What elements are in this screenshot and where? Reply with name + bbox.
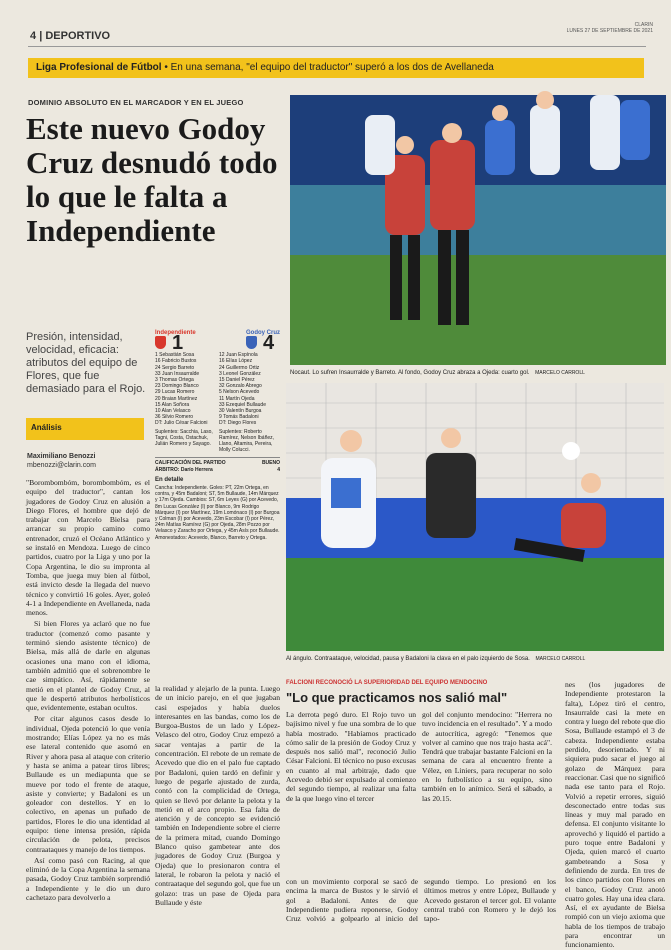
rating-value: BUENO (261, 460, 280, 467)
analysis-tag (26, 418, 144, 440)
kicker: DOMINIO ABSOLUTO EN EL MARCADOR Y EN EL JUEGO (28, 98, 244, 107)
home-team (155, 330, 196, 354)
home-score: 1 (172, 331, 184, 354)
independiente-crest-icon (155, 336, 166, 349)
coach: DT: Julio César Falcioni (155, 420, 208, 427)
rating-row (155, 457, 280, 466)
player: 11 Martín Ojeda (219, 395, 255, 402)
article-column-2: la realidad y alejarlo de la punta. Luego de un inicio parejo, en el que jugaban casi espejados y había duelos interesantes en las bandas, como los de Burgoa-Bustos de un lado y López-Velasco del otro, Godoy Cruz empezó a sacar ventajas a partir de la concentración. El rebote de un remate de Acevedo que dio en el palo fue captado por Badaloni, quien tardó en definir y luego de pegarle ajustado de zurda, contó con la complicidad de Ortega, quien se llevó por delante la pelota y la metió en el arco propio. Esa falta de atención y de concepto se evidenció también en Independiente sobre el cierre de la primera mitad, cuando Domingo Blanco quiso gambetear ante dos jugadores de Godoy Cruz (Burgoa y Ojeda) que lo presionaron contra el lateral, le robaron la pelota y nació el contraataque del segundo gol, que fue un golazo: tras un pase de Ojeda para Bullaude y éste (155, 684, 280, 907)
player: 23 Domingo Blanco (155, 383, 199, 390)
dateline (567, 22, 653, 34)
player: 33 Ezequiel Bullaude (219, 401, 266, 408)
page-number: 4 (30, 30, 37, 42)
player: 15 Daniel Pérez (219, 377, 255, 384)
paragraph: Si bien Flores ya aclaró que no fue traductor (comenzó como pasante y terminó siendo asistente técnico) de Bielsa, más allá de darle en algunas ocasiones una mano con el idioma, también admitió que el sobrenombre le cae simpático. Así, rápidamente se metió en el plantel de Godoy Cruz, al que le despertó atributos herbolísticos que, evidentemente, estaban ocultos. (26, 619, 150, 713)
headline: Este nuevo Godoy Cruz desnudó todo lo que le falta a Independiente (26, 111, 278, 248)
analysis-label: Análisis (31, 423, 62, 432)
banner-subtitle: • En una semana, "el equipo del traductor" superó a los dos de Avellaneda (164, 62, 494, 73)
lineups (155, 352, 280, 453)
deck: Presión, intensidad, velocidad, eficacia: atributos del equipo de Flores, que fue demasiado para el Rojo. (26, 331, 146, 395)
player: 36 Silvio Romero (155, 414, 194, 421)
player: 1 Sebastián Sosa (155, 352, 195, 359)
player: 12 Juan Espínola (219, 352, 258, 359)
scoreboard (155, 330, 280, 354)
paragraph: Así como pasó con Racing, al que eliminó de la Copa Argentina la semana pasada, Godoy Cruz también sorprendió a Independiente y le dio un duro cachetazo para devolverlo a (26, 855, 150, 903)
player: 16 Fabricio Bustos (155, 358, 197, 365)
referee: ÁRBITRO: Darío Herrera (155, 466, 213, 473)
away-score: 4 (263, 331, 275, 354)
header-rule (28, 46, 646, 47)
photo-credit: MARCELO CARROLL (535, 370, 585, 376)
section-banner (28, 58, 644, 78)
sidebar-box (286, 680, 556, 862)
sidebar-title: "Lo que practicamos nos salió mal" (286, 690, 508, 705)
author-name: Maximiliano Benozzi (27, 453, 96, 460)
sidebar-tag: FALCIONI RECONOCIÓ LA SUPERIORIDAD DEL EQUIPO MENDOCINO (286, 680, 488, 686)
coach: DT: Diego Flores (219, 420, 257, 427)
godoy-cruz-crest-icon (246, 336, 257, 349)
banner-label: Liga Profesional de Fútbol (36, 62, 162, 73)
issue-date: LUNES 27 DE SEPTIEMBRE DE 2021 (566, 28, 653, 34)
rating-score: 4 (277, 466, 280, 473)
sidebar-column-b: gol del conjunto mendocino: "Herrera no tuvo incidencia en el resultado". Y a modo de autocrítica, agregó: "Tenemos que volver al camino que nos trajo hasta acá". Tendrá que trabajar bastante Falcioni en la semana de cara al encuentro frente a Vélez, en Liniers, para recuperar no solo en lo futbolístico a su equipo, sino también en lo anímico. Será el sábado, a las 20.15. (422, 710, 552, 803)
player: 5 Nelson Acevedo (219, 389, 260, 396)
photo-credit: MARCELO CARROLL (535, 656, 586, 662)
match-photo-2-image (286, 383, 664, 651)
article-continuation: con un movimiento corporal se sacó de encima la marca de Bustos y le sirvió el gol a Badaloni. Antes de que Independiente pudiera reponerse, Godoy Cruz volvió a golpearlo al inicio del segundo tiempo. Lo presionó en los últimos metros y entre López, Bullaude y Acevedo gestaron el tercer gol. El volante central trabó con Romero y le dejó los tapo- (286, 877, 556, 924)
player: 16 Elías López (219, 358, 253, 365)
match-photo-2 (286, 383, 664, 651)
article-column-1 (26, 478, 150, 928)
player: 29 Lucas Romero (155, 389, 195, 396)
detail-heading: En detalle (155, 476, 184, 483)
banner-text (36, 62, 494, 73)
header-divider: | (39, 30, 46, 42)
home-team-name: Independiente (155, 330, 196, 336)
away-team-name: Godoy Cruz (246, 330, 280, 336)
away-team (246, 330, 280, 354)
page-header (30, 30, 110, 42)
player: 3 Thomas Ortega (155, 377, 194, 384)
match-photo-1-image (290, 95, 666, 365)
sidebar-column-a: La derrota pegó duro. El Rojo tuvo un bajísimo nivel y fue una sombra de lo que había mostrado. "Habíamos practicado cómo salir de la presión de Godoy Cruz y después nos salió mal", reconoció Julio César Falcioni. El técnico no puso excusas en cuanto al mal arbitraje, dado que Acevedo debió ser expulsado al comienzo del segundo tiempo, al realizar una falta de la que luego vino el tercer (286, 710, 416, 803)
caption-text: Al ángulo. Contraataque, velocidad, pausa y Badaloni la clava en el palo izquierdo de Sosa. (286, 656, 530, 662)
photo-2-caption (286, 656, 664, 662)
away-lineup (219, 352, 279, 453)
match-detail: Cancha: Independiente. Goles: PT, 22m Ortega, en contra, y 45m Badaloni; ST, 5m Bullaude, 14m Márquez y 17m Ojeda. Cambios: ST, 6m Leyes (G) por Acevedo, 8m Lucas González (I) por Blanco, 9m Rodrigo Márquez (I) por Martínez, 19m Lomónaco (I) por Burgoa y Colman (I) por Acevedo, 23m Escobar (I) por Pérez, 24m Matías Ramírez (G) por Ojeda, 28m Pozzo por Velasco y Zaracho por Ortega, y 45m Asís por Bullaude. Amonestados: Acevedo, Blanco, Barreto y Ortega. (155, 485, 280, 541)
byline (27, 452, 96, 470)
referee-row (155, 467, 280, 473)
player: 24 Guillermo Ortiz (219, 364, 260, 371)
player: 15 Alan Soñora (155, 401, 190, 408)
photo-1-caption (290, 370, 666, 376)
away-subs: Suplentes: Roberto Ramírez, Nelson Ibáñez, Llano, Altamira, Pereira, Molly Colucci. (219, 428, 275, 454)
match-photo-1 (290, 95, 666, 365)
player: 3 Leonel González (219, 370, 261, 377)
match-sheet (155, 330, 280, 660)
home-subs: Suplentes: Sacchia, Laso, Tagni, Costa, Ostachuk, Julián Romero y Sayago. (155, 428, 213, 448)
player: 9 Tomás Badaloni (219, 414, 259, 421)
paragraph: "Borombombóm, borombombóm, es el equipo del traductor", cantan los jugadores de Godoy Cruz en alusión a Diego Flores, el hombre que dejó de trabajar con Marcelo Bielsa para arrancar su propio camino como entrenador, cruzó el Océano Atlántico y se instaló en Mendoza. Luego de cinco partidos, cuatro por la Liga y uno por la Copa Argentina, le dio su impronta al Tomba, que juega muy bien al fútbol, está invicto desde la llegada del nuevo técnico y convirtió 16 goles. Ayer, goleó 4-1 a Independiente en Avellaneda, nada menos. (26, 478, 150, 618)
author-email: mbenozzi@clarin.com (27, 462, 96, 469)
article-column-3: nes (los jugadores de Independiente protestaron la falta), López tiró el centro, Insaurralde casi la mete en contra y luego del rebote que dio Sosa, Bullaude estampó el 3 de cabeza. Independiente estaba perdido, desorientado. Y ni siquiera pudo sacar el juego al golazo de Márquez para reaccionar. Casi que no significó nada ese tanto para el Rojo. Volvió a repetir errores, siguió desconectado entre todas sus líneas y muy mal parado en defensa. El conjunto visitante lo aprovechó y liquidó el partido a puro toque entre Badaloni y Ojeda, quien marcó el cuarto gambeteando a Sosa y definiendo de zurda. En tres de los cinco partidos con Flores en el banco, Godoy Cruz anotó cuatro goles. Hay una idea clara. Así, el ex ayudante de Bielsa rompió con un viejo axioma que habla de los tiempos de trabajo para encontrar un funcionamiento. (565, 680, 665, 950)
player: 24 Sergio Barreto (155, 364, 195, 371)
paper-name: CLARIN (634, 22, 653, 28)
section-name: DEPORTIVO (45, 30, 111, 42)
rating-label: CALIFICACIÓN DEL PARTIDO (155, 460, 226, 467)
paragraph: Por citar algunos casos desde lo individual, Ojeda potenció lo que venía mostrando; Elías López ya no es más ese lateral contenido que asomó en River y ahora pasa al ataque con criterio y hasta se anima a patear tiros libres; Bullaude es un mediapunta que se mueve por todo el frente de ataque, asiste y convierte; y Badaloni es un goleador con destellos. Y en lo colectivo, en apenas un puñado de partidos, Flores le dio una identidad al equipo: tiene intensa presión, rápida circulación de pelota, precisos contraataques y manejo de los tiempos. (26, 714, 150, 854)
home-lineup (155, 352, 215, 453)
player: 33 Juan Insaurralde (155, 370, 200, 377)
player: 20 Braian Martínez (155, 395, 198, 402)
player: 32 Gonzalo Abrego (219, 383, 262, 390)
player: 30 Valentín Burgoa (219, 408, 262, 415)
player: 10 Alan Velasco (155, 408, 191, 415)
caption-text: Nocaut. Lo sufren Insaurralde y Barreto. Al fondo, Godoy Cruz abraza a Ojeda: cuarto gol. (290, 370, 530, 376)
